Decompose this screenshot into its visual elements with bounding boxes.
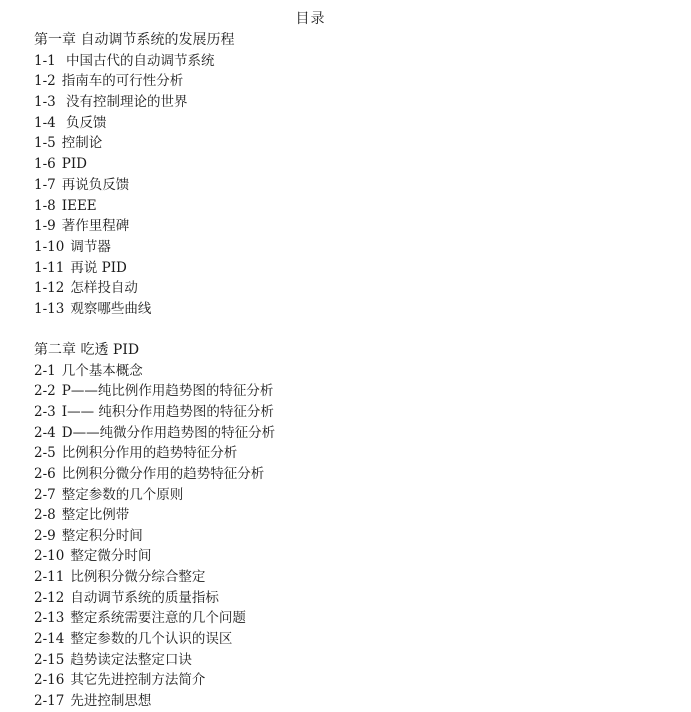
toc-title: 目录 bbox=[295, 11, 326, 27]
entry-number: 1-6 bbox=[34, 156, 56, 173]
entry-number: 1-12 bbox=[34, 280, 65, 297]
toc-entry bbox=[34, 650, 654, 671]
entry-title: 再说负反馈 bbox=[61, 176, 130, 193]
entry-title: I—— 纯积分作用趋势图的特征分析 bbox=[61, 403, 274, 420]
chapter-2-entries bbox=[34, 361, 654, 712]
entry-number: 2-13 bbox=[34, 610, 65, 627]
entry-title: 怎样投自动 bbox=[70, 280, 138, 297]
toc-entry bbox=[34, 629, 654, 650]
toc-entry bbox=[34, 402, 654, 423]
toc-entry bbox=[34, 567, 654, 588]
toc-entry bbox=[34, 361, 654, 382]
chapter-2-heading: 第二章 吃透 PID bbox=[34, 342, 140, 358]
entry-title: P——纯比例作用趋势图的特征分析 bbox=[61, 383, 274, 400]
entry-number: 1-7 bbox=[34, 176, 56, 193]
toc-entry bbox=[34, 51, 654, 72]
toc-entry bbox=[34, 216, 654, 237]
chapter-1-section bbox=[34, 30, 654, 320]
toc-entry bbox=[34, 505, 654, 526]
entry-number: 2-8 bbox=[34, 507, 56, 524]
entry-title: 中国古代的自动调节系统 bbox=[61, 52, 215, 69]
entry-number: 1-3 bbox=[34, 94, 56, 111]
entry-title: 比例积分微分作用的趋势特征分析 bbox=[61, 465, 265, 482]
entry-number: 1-10 bbox=[34, 238, 65, 255]
entry-number: 1-2 bbox=[34, 73, 56, 90]
toc-entry bbox=[34, 133, 654, 154]
entry-title: 整定系统需要注意的几个问题 bbox=[70, 610, 246, 627]
entry-title: 整定比例带 bbox=[61, 507, 130, 524]
entry-title: 几个基本概念 bbox=[61, 362, 143, 379]
toc-entry bbox=[34, 92, 654, 113]
entry-title: 负反馈 bbox=[61, 114, 107, 131]
toc-entry bbox=[34, 485, 654, 506]
toc-entry bbox=[34, 464, 654, 485]
toc-entry bbox=[34, 71, 654, 92]
entry-number: 2-9 bbox=[34, 527, 56, 544]
chapter-1-entries bbox=[34, 51, 654, 320]
entry-number: 1-9 bbox=[34, 218, 56, 235]
entry-number: 1-13 bbox=[34, 300, 65, 317]
entry-number: 2-3 bbox=[34, 403, 56, 420]
entry-title: D——纯微分作用趋势图的特征分析 bbox=[61, 424, 276, 441]
toc-entry bbox=[34, 588, 654, 609]
toc-entry bbox=[34, 381, 654, 402]
entry-title: 整定微分时间 bbox=[70, 548, 152, 565]
entry-number: 2-16 bbox=[34, 672, 65, 689]
entry-number: 1-5 bbox=[34, 135, 56, 152]
entry-number: 2-11 bbox=[34, 569, 65, 586]
toc-entry bbox=[34, 196, 654, 217]
toc-entry bbox=[34, 258, 654, 279]
toc-entry bbox=[34, 423, 654, 444]
entry-title: 观察哪些曲线 bbox=[70, 300, 152, 317]
entry-number: 1-4 bbox=[34, 114, 56, 131]
toc-entry bbox=[34, 670, 654, 691]
toc-entry bbox=[34, 691, 654, 712]
entry-title: 其它先进控制方法简介 bbox=[70, 672, 206, 689]
entry-number: 2-17 bbox=[34, 692, 65, 709]
entry-title: PID bbox=[61, 156, 87, 173]
entry-number: 2-6 bbox=[34, 465, 56, 482]
toc-entry bbox=[34, 608, 654, 629]
entry-title: 比例积分作用的趋势特征分析 bbox=[61, 445, 238, 462]
toc-entry bbox=[34, 175, 654, 196]
toc-entry bbox=[34, 299, 654, 320]
entry-number: 1-8 bbox=[34, 197, 56, 214]
entry-title: 先进控制思想 bbox=[70, 692, 152, 709]
entry-number: 2-12 bbox=[34, 589, 65, 606]
entry-number: 2-14 bbox=[34, 631, 65, 648]
entry-title: 调节器 bbox=[70, 238, 111, 255]
toc-entry bbox=[34, 546, 654, 567]
entry-number: 2-5 bbox=[34, 445, 56, 462]
toc-entry bbox=[34, 443, 654, 464]
entry-number: 2-10 bbox=[34, 548, 65, 565]
chapter-1-heading: 第一章 自动调节系统的发展历程 bbox=[34, 32, 235, 48]
entry-number: 2-1 bbox=[34, 362, 56, 379]
toc-entry bbox=[34, 526, 654, 547]
entry-title: 控制论 bbox=[61, 135, 103, 152]
entry-number: 1-11 bbox=[34, 259, 65, 276]
entry-number: 2-7 bbox=[34, 486, 56, 503]
entry-title: IEEE bbox=[61, 197, 97, 214]
chapter-2-section bbox=[34, 340, 654, 712]
entry-title: 再说 PID bbox=[70, 259, 127, 276]
toc-entry bbox=[34, 237, 654, 258]
toc-entry bbox=[34, 113, 654, 134]
toc-entry bbox=[34, 278, 654, 299]
entry-number: 2-2 bbox=[34, 383, 56, 400]
entry-title: 自动调节系统的质量指标 bbox=[70, 589, 219, 606]
entry-title: 没有控制理论的世界 bbox=[61, 94, 188, 111]
entry-number: 2-15 bbox=[34, 651, 65, 668]
entry-title: 指南车的可行性分析 bbox=[61, 73, 184, 90]
toc-entry bbox=[34, 154, 654, 175]
entry-number: 1-1 bbox=[34, 52, 56, 69]
entry-title: 整定参数的几个原则 bbox=[61, 486, 184, 503]
entry-title: 著作里程碑 bbox=[61, 218, 130, 235]
entry-title: 整定参数的几个认识的误区 bbox=[70, 631, 233, 648]
entry-title: 趋势读定法整定口诀 bbox=[70, 651, 192, 668]
entry-title: 比例积分微分综合整定 bbox=[70, 569, 206, 586]
entry-title: 整定积分时间 bbox=[61, 527, 143, 544]
entry-number: 2-4 bbox=[34, 424, 56, 441]
